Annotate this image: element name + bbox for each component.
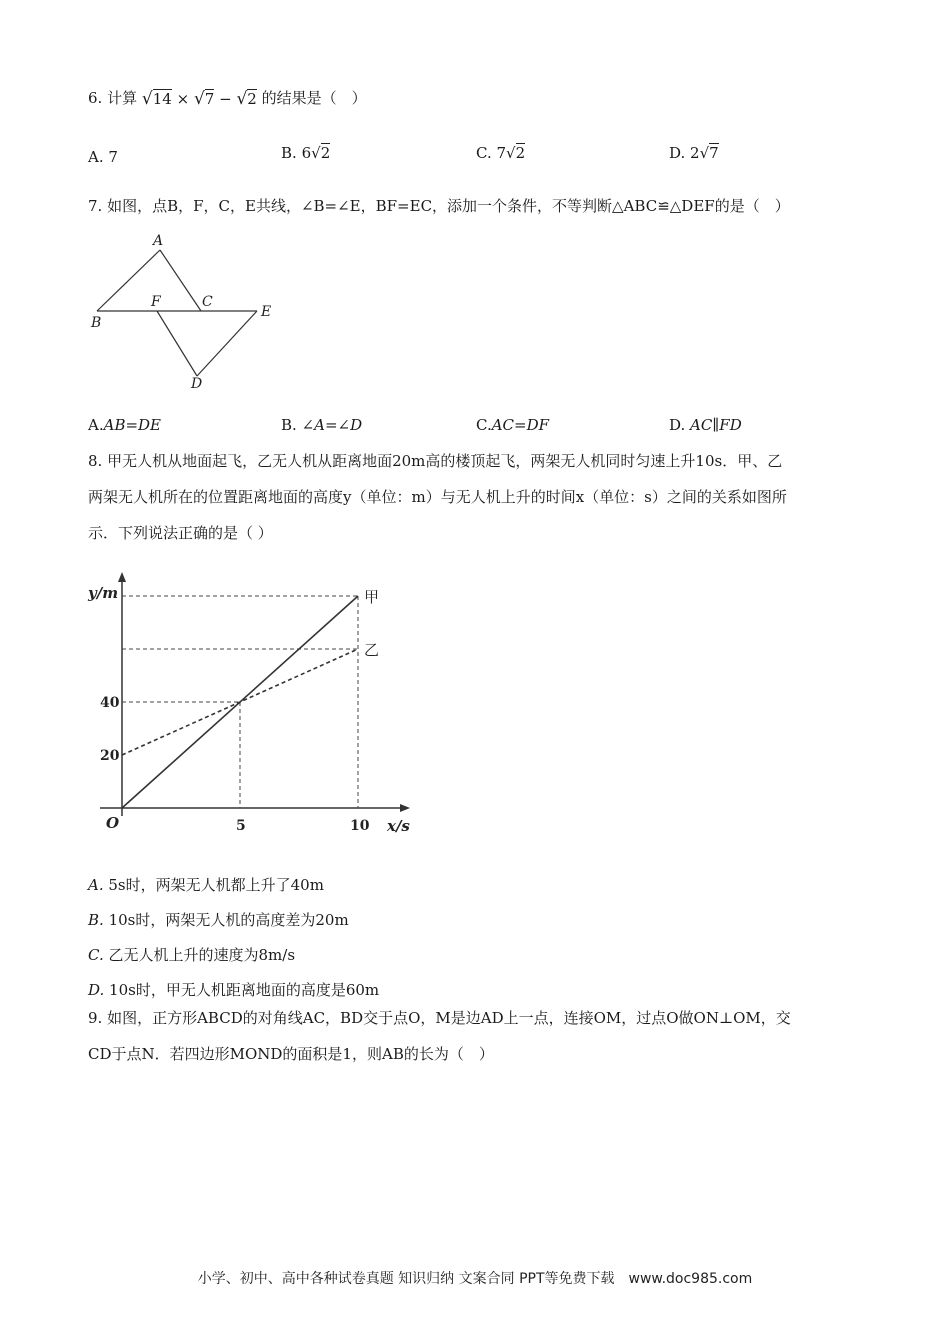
question-line-1: 如图，正方形ABCD的对角线AC，BD交于点O，M是边AD上一点，连接OM，过点O做ON⊥OM，交: [107, 1009, 791, 1027]
question-line-1: 甲无人机从地面起飞，乙无人机从距离地面20m高的楼顶起飞，两架无人机同时匀速上升10s．甲、乙: [107, 452, 783, 470]
y-axis-label: y/m: [88, 584, 119, 602]
height-time-chart: [80, 568, 420, 838]
q6-option-c[interactable]: C. 7√2: [476, 144, 526, 162]
label-c: C: [202, 294, 213, 310]
expression: √14 × √7 − √2: [141, 89, 257, 109]
q6-option-d[interactable]: D. 2√7: [669, 144, 719, 162]
q6-option-b[interactable]: B. 6√2: [281, 144, 331, 162]
question-suffix: 的结果是（ ）: [261, 89, 367, 107]
question-6: [88, 80, 868, 117]
question-text: 如图，点B，F，C，E共线，∠B=∠E，BF=EC，添加一个条件，不等判断△ABC≌△DEF的是（ ）: [107, 197, 790, 215]
y-axis-arrow: [118, 572, 126, 582]
q8-option-b[interactable]: B. 10s时，两架无人机的高度差为20m: [88, 911, 349, 929]
q8-option-c[interactable]: C. 乙无人机上升的速度为8m/s: [88, 946, 296, 964]
origin-label: O: [106, 814, 120, 832]
x-axis-label: x/s: [387, 817, 410, 835]
q7-option-b[interactable]: B. ∠A=∠D: [281, 416, 363, 434]
question-line-3: 示．下列说法正确的是（ ）: [88, 524, 273, 542]
footer-text: 小学、初中、高中各种试卷真题 知识归纳 文案合同 PPT等免费下载 www.doc985.com: [197, 1271, 753, 1287]
question-number: 7.: [88, 197, 103, 215]
q6-option-a[interactable]: A. 7: [88, 148, 118, 166]
q8-options: [88, 868, 379, 1008]
y-tick-label-0: 20: [100, 748, 120, 764]
label-a: A: [153, 233, 164, 249]
q8-option-d[interactable]: D. 10s时，甲无人机距离地面的高度是60m: [88, 981, 380, 999]
question-line-2: 两架无人机所在的位置距离地面的高度y（单位：m）与无人机上升的时间x（单位：s）之间的关系如图所: [88, 488, 787, 506]
q7-option-d[interactable]: D. AC∥FD: [669, 416, 742, 434]
q8-option-a[interactable]: A. 5s时，两架无人机都上升了40m: [88, 876, 324, 894]
question-prefix: 计算: [107, 89, 138, 107]
question-line-2: CD于点N．若四边形MOND的面积是1，则AB的长为（ ）: [88, 1045, 494, 1063]
question-number: 9.: [88, 1009, 103, 1027]
question-9: [88, 1000, 868, 1072]
q7-option-a[interactable]: A.AB=DE: [88, 416, 162, 434]
question-number: 6.: [88, 89, 103, 107]
question-number: 8.: [88, 452, 103, 470]
triangle-figure: [85, 228, 285, 393]
series-label-0: 甲: [364, 588, 380, 606]
label-d: D: [191, 376, 203, 392]
y-tick-label-1: 40: [100, 695, 120, 711]
question-7: [88, 188, 868, 224]
label-b: B: [91, 315, 102, 331]
x-axis-arrow: [400, 804, 410, 812]
label-e: E: [261, 304, 272, 320]
label-f: F: [151, 294, 161, 310]
x-tick-label-1: 10: [350, 818, 370, 834]
question-8: [88, 443, 868, 551]
series-label-1: 乙: [364, 641, 380, 659]
q7-option-c[interactable]: C.AC=DF: [476, 416, 550, 434]
x-tick-label-0: 5: [236, 818, 246, 834]
